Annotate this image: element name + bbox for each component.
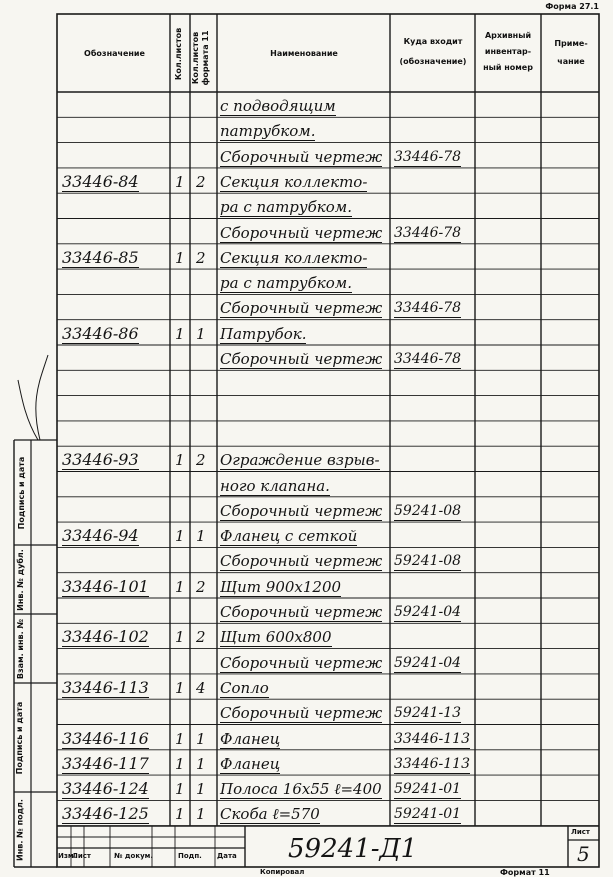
row-where: 33446-113: [394, 730, 470, 747]
row-where: 33446-78: [394, 224, 462, 241]
side-label-orig-inv: Инв. № подл.: [15, 799, 25, 861]
row-where: 33446-78: [394, 351, 462, 367]
row-name: Патрубок.: [220, 324, 307, 343]
row-name: Секция коллекто-: [220, 248, 368, 267]
sheet-label: Лист: [571, 828, 590, 836]
footer-doc-no: № докум.: [114, 852, 154, 860]
row-name: Щит 900х1200: [220, 577, 342, 596]
row-format: 2: [196, 172, 206, 191]
row-designation: 33446-117: [62, 753, 149, 773]
row-name: Сборочный чертеж: [220, 704, 383, 723]
copied-label: Копировал: [260, 868, 305, 876]
row-where: 59241-01: [394, 781, 462, 798]
header-note-2: чание: [557, 57, 585, 66]
row-format: 1: [196, 729, 206, 748]
row-format: 4: [196, 678, 206, 697]
side-label-dup-inv: Инв. № дубл.: [16, 549, 25, 611]
row-name: Сборочный чертеж: [220, 147, 383, 166]
row-where: 59241-08: [394, 553, 462, 570]
sheet-number: 5: [577, 842, 590, 866]
row-count: 1: [175, 248, 185, 267]
header-where-used-1: Куда входит: [403, 37, 463, 46]
row-designation: 33446-101: [62, 576, 149, 596]
row-count: 1: [175, 780, 185, 799]
row-designation: 33446-94: [62, 526, 139, 546]
row-name: ра с патрубком.: [220, 198, 352, 217]
header-archive-3: ный номер: [483, 63, 533, 72]
row-where: 59241-04: [394, 604, 462, 620]
footer-sign: Подп.: [178, 852, 202, 860]
format-label: Формат 11: [500, 868, 550, 877]
header-sheets-count: Кол.листов: [174, 27, 183, 81]
header-archive-2: инвентар-: [484, 47, 532, 56]
side-label-replace-inv: Взам. инв. №: [16, 618, 25, 680]
row-count: 1: [175, 172, 185, 191]
row-count: 1: [175, 324, 185, 343]
header-sheets-format: Кол.листов формата 11: [191, 30, 210, 86]
row-format: 1: [196, 780, 206, 799]
row-count: 1: [175, 729, 185, 748]
row-name: Фланец: [220, 729, 281, 748]
footer-list: Лист: [72, 852, 91, 860]
row-where: 33446-78: [394, 300, 462, 317]
row-where: 33446-78: [394, 148, 462, 165]
row-name: Ограждение взрыв-: [220, 451, 380, 470]
row-designation: 33446-125: [62, 804, 149, 824]
row-format: 1: [196, 324, 206, 343]
row-count: 1: [175, 628, 185, 647]
row-count: 1: [175, 527, 185, 546]
row-name: Фланец: [220, 754, 281, 773]
row-where: 59241-13: [394, 705, 462, 722]
row-format: 2: [196, 451, 206, 470]
row-where: 59241-01: [394, 806, 462, 823]
row-where: 59241-08: [394, 502, 462, 519]
row-name: ного клапана.: [220, 476, 330, 495]
row-format: 1: [196, 527, 206, 546]
footer-date: Дата: [217, 852, 237, 860]
row-name: Фланец с сеткой: [220, 527, 358, 546]
document-code: 59241-Д1: [288, 834, 418, 864]
row-name: Сборочный чертеж: [220, 350, 383, 368]
row-format: 1: [196, 805, 206, 824]
row-name: Сборочный чертеж: [220, 299, 383, 318]
row-name: ра с патрубком.: [220, 274, 352, 293]
row-name: Сборочный чертеж: [220, 603, 383, 621]
header-designation: Обозначение: [84, 49, 145, 58]
row-name: Секция коллекто-: [220, 172, 368, 191]
row-name: Полоса 16х55 ℓ=400: [220, 780, 382, 799]
row-designation: 33446-84: [62, 171, 139, 191]
row-designation: 33446-116: [62, 728, 149, 748]
row-count: 1: [175, 678, 185, 697]
row-name: Сборочный чертеж: [220, 223, 383, 242]
footer-izm: Изм.: [58, 852, 77, 860]
row-count: 1: [175, 577, 185, 596]
row-designation: 33446-86: [62, 323, 139, 343]
row-name: патрубком.: [220, 122, 316, 141]
header-archive-1: Архивный: [484, 31, 532, 40]
row-name: Сборочный чертеж: [220, 501, 383, 520]
row-name: Сборочный чертеж: [220, 552, 383, 571]
row-name: с подводящим: [220, 97, 336, 115]
row-designation: 33446-102: [62, 627, 149, 647]
form-number: Форма 27.1: [545, 2, 599, 11]
side-label-sig-date-1: Подпись и дата: [17, 456, 26, 530]
row-designation: 33446-93: [62, 450, 139, 470]
header-note-1: Приме-: [554, 39, 588, 48]
row-where: 33446-113: [394, 755, 470, 772]
row-count: 1: [175, 451, 185, 470]
row-format: 2: [196, 577, 206, 596]
row-count: 1: [175, 805, 185, 824]
row-name: Щит 600х800: [220, 628, 332, 647]
header-name: Наименование: [270, 49, 338, 58]
header-where-used-2: (обозначение): [399, 57, 467, 66]
row-name: Сборочный чертеж: [220, 653, 383, 672]
row-designation: 33446-85: [62, 247, 139, 267]
row-name: Скоба ℓ=570: [220, 805, 320, 824]
row-format: 1: [196, 754, 206, 773]
row-count: 1: [175, 754, 185, 773]
side-label-sig-date-2: Подпись и дата: [15, 701, 24, 775]
row-where: 59241-04: [394, 654, 462, 671]
row-format: 2: [196, 248, 206, 267]
row-name: Сопло: [220, 678, 269, 697]
row-format: 2: [196, 628, 206, 647]
row-designation: 33446-124: [62, 779, 149, 799]
row-designation: 33446-113: [62, 677, 149, 697]
